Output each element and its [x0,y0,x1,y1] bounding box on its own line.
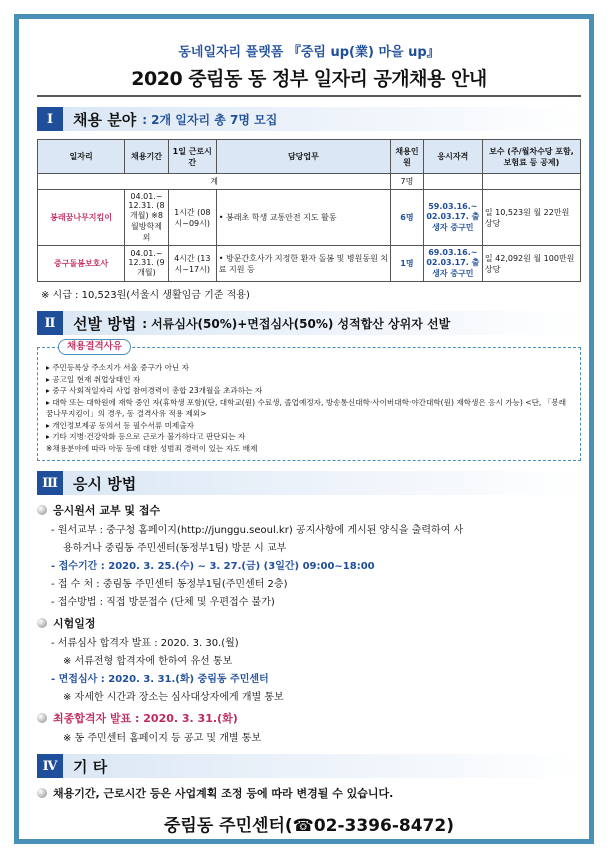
notice-title: 2020 중림동 동 정부 일자리 공개채용 안내 [37,64,581,97]
detail-line: ※ 자세한 시간과 장소는 심사대상자에게 개별 통보 [63,692,284,703]
col-header: 응시자격 [423,140,482,174]
list-item: ▸ 중구 사회적일자리 사업 참여경력이 총합 23개월을 초과하는 자 [46,386,263,395]
table-row [38,246,581,282]
detail-line: - 서류심사 합격자 발표 : 2020. 3. 30.(월) [51,638,239,649]
section-1-bar [63,107,581,131]
final-group [37,710,581,726]
detail-line: - 접수방법 : 직접 방문접수 (단체 및 우편접수 불가) [51,597,275,608]
disqualification-box [37,341,581,461]
section-2-heading: 선발 방법 [73,314,137,333]
job-pay: 일 10,523원 월 22만원 상당 [482,190,580,246]
section-4-heading: 기 타 [73,757,108,776]
job-table [37,139,581,282]
section-3-heading: 응시 방법 [73,474,137,493]
list-item: ▸ 개인정보제공 동의서 등 필수서류 미제출자 [46,420,194,430]
detail-line: ※ 서류전형 합격자에 한하여 유선 통보 [63,656,233,667]
list-item: ▸ 대학 또는 대학원에 재학 중인 자(휴학생 포함)(단, 대학교(원) 수료생, 졸업예정자, 방송통신대학·사이버대학·야간대학(원) 재학생은 응시 가능) <단, 「봉래꿈나무지킴이」의 경우, 동 결격사유 적용 제외> [46,397,567,418]
section-3-bar [63,471,581,495]
detail-line: 용하거나 중림동 주민센터(동정부1팀) 방문 시 교부 [63,543,287,554]
job-duty: • 방문간호사가 지정한 환자 돌봄 및 병원동원 치료 지원 등 [216,246,390,282]
circle-bullet-icon [37,788,47,798]
total-empty [423,174,482,190]
section-1-summary: : 2개 일자리 총 7명 모집 [142,112,278,127]
total-count: 7명 [391,174,424,190]
detail-line: ※ 동 주민센터 홈페이지 등 공고 및 개별 통보 [63,733,262,744]
col-header: 일자리 [38,140,125,174]
col-header: 1일 근로시간 [168,140,216,174]
col-header: 채용인원 [391,140,424,174]
list-item: ▸ 공고일 현재 취업상태인 자 [46,374,141,384]
section-4-bar [63,754,581,778]
wage-note: ※ 시급 : 10,523원(서울시 생활임금 기준 적용) [41,290,250,301]
list-item: ▸ 주민등록상 주소지가 서울 중구가 아닌 자 [46,363,189,372]
job-count: 1명 [391,246,424,282]
section-3-number: Ⅲ [37,471,63,495]
section-1-number: Ⅰ [37,107,63,131]
section-1-header [37,107,581,131]
col-header: 채용기간 [125,140,169,174]
notice-content [37,23,581,836]
job-duty: • 봉래초 학생 교통안전 지도 활동 [216,190,390,246]
circle-bullet-icon [37,713,47,723]
detail-line: - 접 수 처 : 중림동 주민센터 동정부1팀(주민센터 2층) [51,579,288,590]
job-pay: 일 42,092원 월 100만원 상당 [482,246,580,282]
table-row [38,190,581,246]
job-hours: 4시간 (13시~17시) [168,246,216,282]
section-4-header [37,754,581,778]
job-period: 04.01.~ 12.31. (8개월) ※8월방학제외 [125,190,169,246]
job-qualification: 69.03.16.~ 02.03.17. 출생자 중구민 [423,246,482,282]
section-2-number: Ⅱ [37,311,63,335]
page-frame [14,14,594,844]
detail-line: - 면접심사 : 2020. 3. 31.(화) 중림동 주민센터 [51,674,269,685]
list-item: ※채용분야에 따라 아동 등에 대한 성범죄 경력이 있는 자도 배제 [46,443,258,453]
application-group [37,502,581,518]
job-name: 중구돌봄보호사 [38,246,125,282]
total-label: 계 [38,174,391,190]
section-3-header [37,471,581,495]
total-empty [482,174,580,190]
section-2-bar [63,311,581,335]
circle-bullet-icon [37,505,47,515]
col-header: 담당업무 [216,140,390,174]
detail-line: - 접수기간 : 2020. 3. 25.(수) ~ 3. 27.(금) (3일간) 09:00~18:00 [51,561,375,572]
other-note [37,785,581,801]
contact-footer: 중림동 주민센터(☎02-3396-8472) [164,816,454,836]
job-hours: 1시간 (08시~09시) [168,190,216,246]
job-name: 봉래꿈나무지킴이 [38,190,125,246]
other-text: 채용기간, 근로시간 등은 사업계획 조정 등에 따라 변경될 수 있습니다. [53,787,394,800]
section-1-heading: 채용 분야 [73,110,137,129]
section-2-header [37,311,581,335]
list-item: ▸ 기타 지병·건강악화 등으로 근로가 불가하다고 판단되는 자 [46,432,246,441]
col-header: 보수 (주/월차수당 포함, 보험료 등 공제) [482,140,580,174]
section-2-summary: : 서류심사(50%)+면접심사(50%) 성적합산 상위자 선발 [142,316,451,331]
job-count: 6명 [391,190,424,246]
group-title: 최종합격자 발표 : 2020. 3. 31.(화) [53,712,238,725]
schedule-group [37,615,581,631]
notice-subtitle: 동네일자리 플랫폼 『중림 up(業) 마을 up』 [178,45,440,60]
group-title: 응시원서 교부 및 접수 [53,504,161,517]
disqualification-label: 채용결격사유 [58,339,131,355]
job-period: 04.01.~ 12.31. (9개월) [125,246,169,282]
section-4-number: Ⅳ [37,754,63,778]
table-header-row [38,140,581,174]
circle-bullet-icon [37,618,47,628]
detail-line: - 원서교부 : 중구청 홈페이지(http://junggu.seoul.kr) 공지사항에 게시된 양식을 출력하여 사 [51,525,464,536]
table-total-row [38,174,581,190]
job-qualification: 59.03.16.~ 02.03.17. 출생자 중구민 [423,190,482,246]
group-title: 시험일정 [53,617,96,630]
